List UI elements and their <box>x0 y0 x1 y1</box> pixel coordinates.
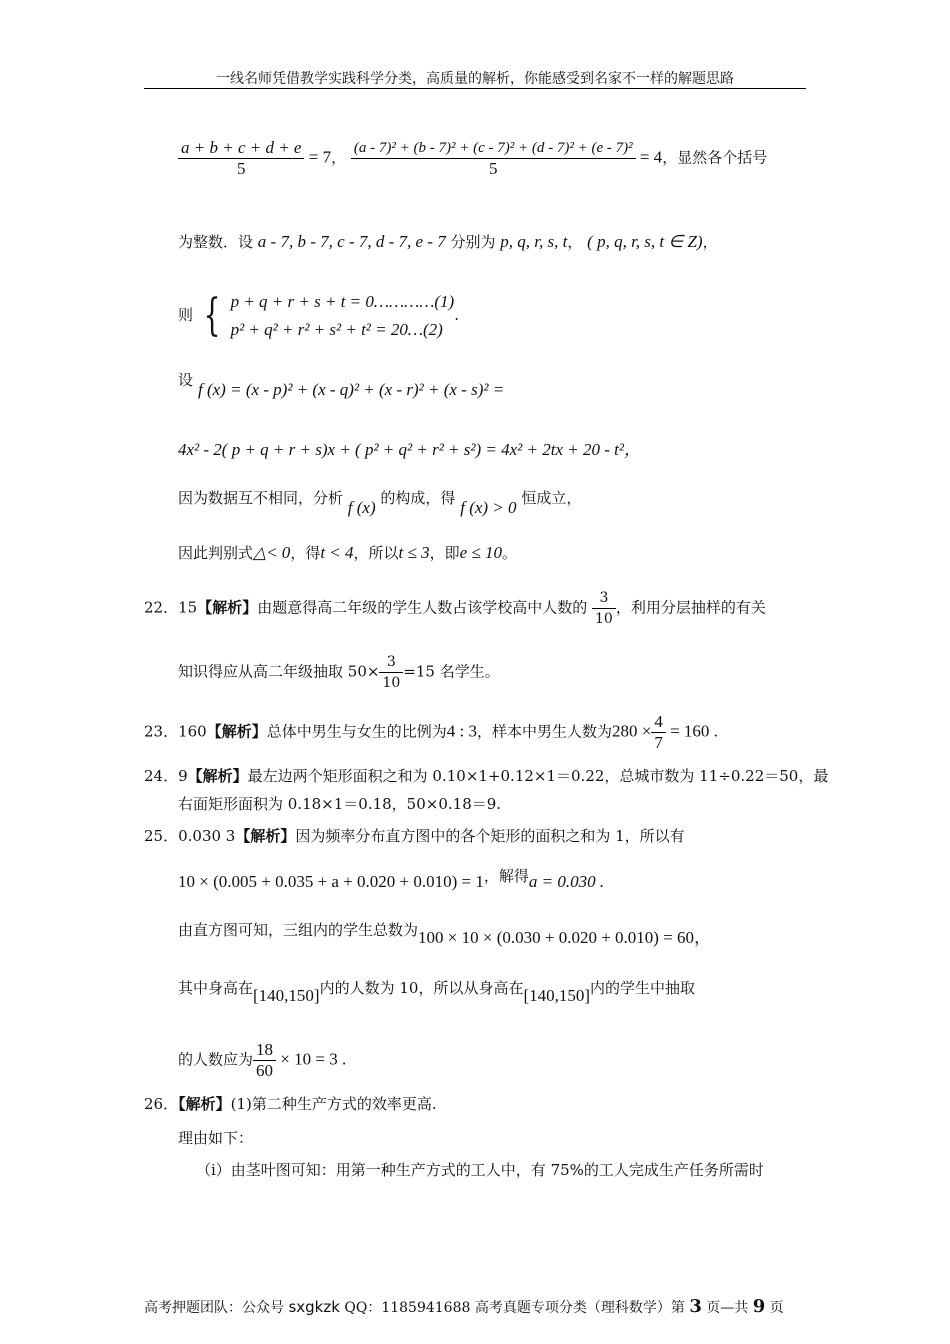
equation-1: p + q + r + s + t = 0…………(1) <box>230 292 455 311</box>
text-segment: 内的人数为 10，所以从身高在 <box>319 979 524 997</box>
fraction-numerator: a + b + c + d + e <box>178 138 304 159</box>
formula-line-1 <box>178 138 767 179</box>
text-segment: 最左边两个矩形面积之和为 0.10×1+0.12×1＝0.22，总城市数为 11÷0.22＝50，最 <box>247 767 829 785</box>
text-segment: ，利用分层抽样的有关 <box>615 598 766 617</box>
equation-system <box>178 288 459 344</box>
text-segment: 其中身高在 <box>178 979 254 997</box>
math-pqrst: p, q, r, s, t <box>500 232 568 251</box>
question-25-line-4 <box>178 978 696 1005</box>
text-segment: 。 <box>502 544 518 562</box>
fraction-denominator: 5 <box>488 159 498 178</box>
question-number: 26． <box>144 1095 179 1113</box>
equation-2: p² + q² + r² + s² + t² = 20…(2) <box>230 320 443 339</box>
page-footer <box>144 1296 784 1317</box>
text-segment: 的构成，得 <box>380 489 456 507</box>
text-segment: 为整数．设 <box>178 233 254 251</box>
fraction-denominator: 7 <box>654 733 663 752</box>
system-equations <box>231 288 455 344</box>
math-total: 100 × 10 × (0.030 + 0.020 + 0.010) = 60， <box>418 928 712 947</box>
footer-qq: QQ：1185941688 高考真题专项分类（理科数学）第 <box>339 1300 690 1316</box>
fraction-4-7 <box>651 712 666 753</box>
text-segment: ，显然各个括号 <box>662 148 768 167</box>
fraction-3-10 <box>379 652 403 693</box>
math-integer-set: ( p, q, r, s, t ∈ Z) <box>587 232 703 251</box>
text-segment: 的人数应为 <box>178 1050 254 1069</box>
fraction-18-60 <box>253 1040 276 1081</box>
equals-four: = 4 <box>635 147 663 167</box>
question-22-line-2 <box>178 652 500 693</box>
math-fx-positive: f (x) > 0 <box>460 498 517 517</box>
math-t-le-3: t ≤ 3 <box>398 543 430 562</box>
question-number: 24．9 <box>144 767 188 785</box>
text-segment: 分别为 <box>450 233 496 251</box>
math-t-lt-4: t < 4 <box>320 543 354 562</box>
question-24-line-2: 右面矩形面积为 0.18×1＝0.18，50×0.18＝9. <box>178 795 502 813</box>
text-segment: 因为频率分布直方图中的各个矩形的面积之和为 1，所以有 <box>295 827 685 845</box>
page-header-title: 一线名师凭借教学实践科学分类，高质量的解析，你能感受到名家不一样的解题思路 <box>216 71 734 87</box>
text-segment: ，得 <box>290 544 321 562</box>
footer-account: sxgkzk <box>288 1298 340 1316</box>
left-brace: { <box>203 290 221 341</box>
fraction-mean <box>178 138 304 179</box>
fraction-variance <box>351 138 636 179</box>
text-line-2 <box>178 232 718 252</box>
period: . <box>454 306 459 324</box>
fraction-numerator: 4 <box>651 712 666 733</box>
footer-end: 页 <box>765 1300 784 1316</box>
fx-definition: f (x) = (x - p)² + (x - q)² + (x - r)² + (x - s)² = <box>198 380 505 399</box>
math-result: × 10 = 3 . <box>276 1049 347 1069</box>
question-22 <box>144 588 766 629</box>
text-segment: 内的学生中抽取 <box>590 979 696 997</box>
text-line-6 <box>178 488 582 517</box>
question-number: 23．160 <box>144 722 207 741</box>
fraction-denominator: 60 <box>256 1061 274 1080</box>
math-fx: f (x) <box>347 498 376 517</box>
math-equation: 10 × (0.005 + 0.035 + a + 0.020 + 0.010) = 1 <box>178 872 484 891</box>
question-26-line-2: 理由如下： <box>178 1129 254 1147</box>
fx-expansion: 4x² - 2( p + q + r + s)x + ( p² + q² + r² + s²) = 4x² + 2tx + 20 - t²， <box>178 440 641 459</box>
fraction-numerator: 18 <box>253 1040 276 1061</box>
header-rule <box>144 88 806 89</box>
math-variables: a - 7, b - 7, c - 7, d - 7, e - 7 <box>257 232 446 251</box>
fraction-denominator: 10 <box>595 611 613 627</box>
math-ratio: 4 : 3 <box>446 721 477 741</box>
comma: ， <box>567 233 583 251</box>
text-segment: 知识得应从高二年级抽取 50× <box>178 662 380 681</box>
question-26 <box>144 1094 437 1114</box>
question-number: 25．0.030 3 <box>144 827 236 845</box>
question-number: 22．15 <box>144 598 198 617</box>
analysis-tag: 【解析】 <box>197 598 258 617</box>
math-calc: 280 × <box>612 721 652 741</box>
analysis-tag: 【解析】 <box>178 1095 231 1113</box>
fraction-denominator: 5 <box>236 159 246 178</box>
text-segment: 由直方图可知，三组内的学生总数为 <box>178 921 419 939</box>
comma: ， <box>702 233 718 251</box>
analysis-tag: 【解析】 <box>235 827 296 845</box>
analysis-tag: 【解析】 <box>206 722 267 741</box>
question-23 <box>144 712 718 753</box>
question-25-line-2 <box>178 866 605 891</box>
question-25-line-3 <box>178 920 712 947</box>
math-result: = 160 . <box>665 721 718 741</box>
comma: ， <box>331 148 347 167</box>
text-segment: ，样本中男生人数为 <box>476 722 612 741</box>
text-segment: ，即 <box>429 544 460 562</box>
analysis-tag: 【解析】 <box>187 767 248 785</box>
question-25-line-5 <box>178 1040 346 1081</box>
text-segment: =15 名学生。 <box>403 662 500 681</box>
fraction-denominator: 10 <box>382 675 401 691</box>
page-total: 9 <box>752 1296 766 1317</box>
text-segment: 设 <box>178 371 194 389</box>
footer-team: 高考押题团队：公众号 <box>144 1300 289 1316</box>
fraction-3-10 <box>592 588 616 629</box>
math-a-value: a = 0.030 . <box>528 872 605 891</box>
text-line-7 <box>178 543 517 563</box>
fraction-numerator: 3 <box>592 588 616 609</box>
text-segment: 因此判别式 <box>178 544 254 562</box>
math-interval: [140,150] <box>523 986 591 1005</box>
question-24 <box>144 766 828 786</box>
question-26-line-3: （i）由茎叶图可知：用第一种生产方式的工人中，有 75%的工人完成生产任务所需时 <box>196 1161 764 1179</box>
equals-seven: = 7 <box>304 147 332 167</box>
math-e-le-10: e ≤ 10 <box>459 543 503 562</box>
math-discriminant: △< 0 <box>253 543 291 562</box>
text-segment: 恒成立， <box>521 489 582 507</box>
text-segment: ，所以 <box>353 544 399 562</box>
text-segment: ，解得 <box>483 867 529 885</box>
question-25 <box>144 826 685 846</box>
fraction-numerator: 3 <box>379 652 403 673</box>
text-segment: 则 <box>178 306 194 324</box>
math-interval: [140,150] <box>253 986 320 1005</box>
footer-sep: 页—共 <box>701 1300 753 1316</box>
text-line-4 <box>178 370 193 390</box>
fraction-numerator: (a - 7)² + (b - 7)² + (c - 7)² + (d - 7)² + (e - 7)² <box>351 138 636 159</box>
text-segment: 因为数据互不相同，分析 <box>178 489 344 507</box>
text-segment: 总体中男生与女生的比例为 <box>266 722 447 741</box>
text-segment: 由题意得高二年级的学生人数占该学校高中人数的 <box>257 598 588 617</box>
page-number: 3 <box>689 1296 702 1317</box>
text-segment: (1)第二种生产方式的效率更高. <box>230 1095 437 1113</box>
